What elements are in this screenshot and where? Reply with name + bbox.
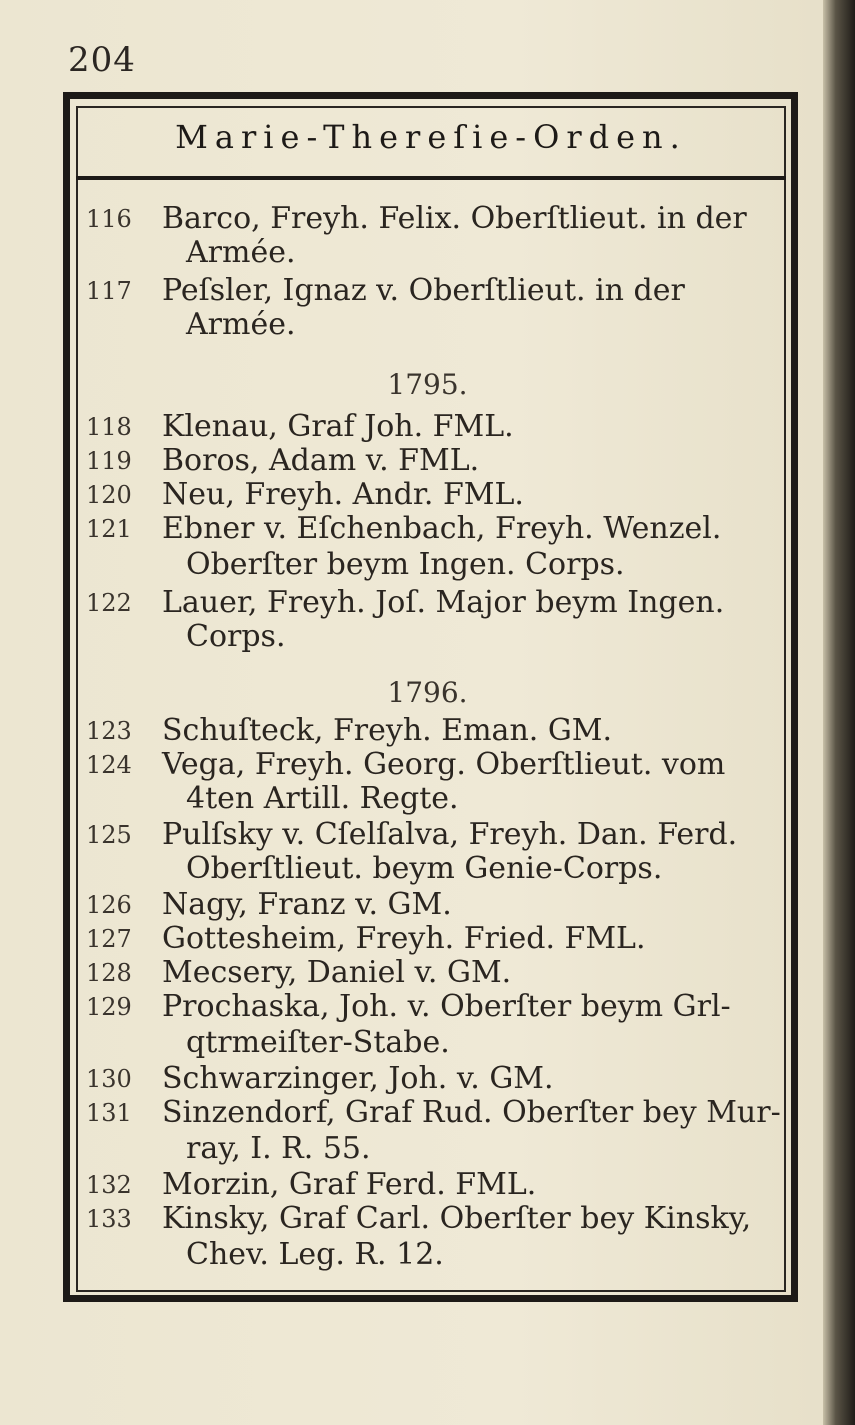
entry-text-cont: 4ten Artill. Regte. [186, 781, 459, 816]
entry-text: Mecsery, Daniel v. GM. [162, 955, 512, 990]
entry-number: 117 [86, 277, 132, 305]
entry-text: Schuſteck, Freyh. Eman. GM. [162, 713, 613, 748]
entry-text-cont: Armée. [186, 307, 296, 342]
entry-text-cont: Armée. [186, 235, 296, 270]
year-heading: 1795. [387, 368, 468, 401]
entry-text-cont: Corps. [186, 619, 286, 654]
entry-number: 133 [86, 1205, 132, 1233]
entry-text: Barco, Freyh. Felix. Oberſtlieut. in der [162, 201, 747, 236]
entry-text-cont: Chev. Leg. R. 12. [186, 1237, 444, 1272]
entry-number: 127 [86, 925, 132, 953]
entry-text: Vega, Freyh. Georg. Oberſtlieut. vom [162, 747, 726, 782]
entry-text: Neu, Freyh. Andr. FML. [162, 477, 524, 512]
entry-number: 132 [86, 1171, 132, 1199]
entry-text: Kinsky, Graf Carl. Oberſter bey Kinsky, [162, 1201, 752, 1236]
entry-text: Nagy, Franz v. GM. [162, 887, 452, 922]
entry-number: 123 [86, 717, 132, 745]
entry-text: Schwarzinger, Joh. v. GM. [162, 1061, 554, 1096]
entry-text: Prochaska, Joh. v. Oberſter beym Grl- [162, 989, 731, 1024]
entry-text: Lauer, Freyh. Joſ. Major beym Ingen. [162, 585, 725, 620]
entry-number: 131 [86, 1099, 132, 1127]
entry-number: 122 [86, 589, 132, 617]
entry-number: 125 [86, 821, 132, 849]
entry-text: Klenau, Graf Joh. FML. [162, 409, 514, 444]
entry-number: 128 [86, 959, 132, 987]
entry-text: Gottesheim, Freyh. Fried. FML. [162, 921, 646, 956]
entry-text-cont: Oberſter beym Ingen. Corps. [186, 547, 625, 582]
entry-number: 116 [86, 205, 132, 233]
entry-number: 120 [86, 481, 132, 509]
entry-number: 118 [86, 413, 132, 441]
entry-number: 119 [86, 447, 132, 475]
entry-text: Morzin, Graf Ferd. FML. [162, 1167, 537, 1202]
entry-number: 121 [86, 515, 132, 543]
entry-text: Peſsler, Ignaz v. Oberſtlieut. in der [162, 273, 685, 308]
entry-text: Boros, Adam v. FML. [162, 443, 480, 478]
entry-text: Sinzendorf, Graf Rud. Oberſter bey Mur- [162, 1095, 781, 1130]
entry-number: 129 [86, 993, 132, 1021]
entry-text: Pulſsky v. Cſelſalva, Freyh. Dan. Ferd. [162, 817, 738, 852]
entry-text-cont: Oberſtlieut. beym Genie-Corps. [186, 851, 663, 886]
entry-text-cont: ray, I. R. 55. [186, 1131, 371, 1166]
entry-number: 130 [86, 1065, 132, 1093]
entry-number: 124 [86, 751, 132, 779]
year-heading: 1796. [387, 676, 468, 709]
page-title: Marie-Thereſie-Orden. [175, 118, 687, 156]
entry-number: 126 [86, 891, 132, 919]
entry-text: Ebner v. Eſchenbach, Freyh. Wenzel. [162, 511, 722, 546]
entry-text-cont: qtrmeiſter-Stabe. [186, 1025, 450, 1060]
page-number: 204 [68, 40, 136, 80]
